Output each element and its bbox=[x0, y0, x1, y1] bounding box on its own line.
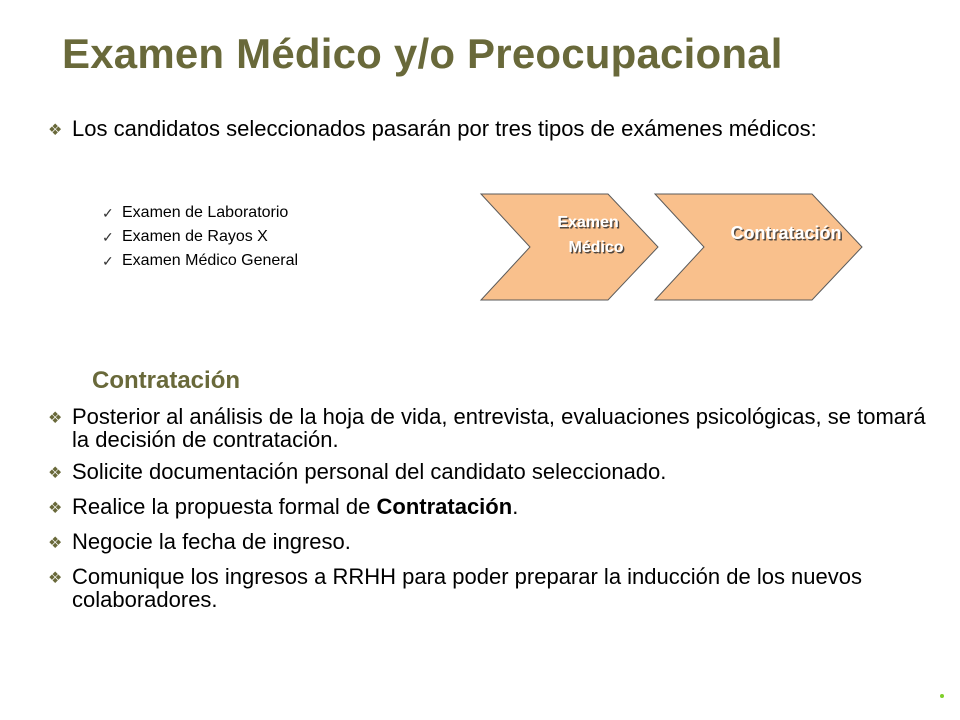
exam-label: Examen Médico General bbox=[122, 252, 299, 269]
checkmark-icon: ✓ bbox=[102, 228, 114, 245]
diamond-bullet-icon: ❖ bbox=[48, 122, 63, 139]
exam-label: Examen de Rayos X bbox=[122, 228, 268, 245]
list-item bbox=[102, 249, 298, 273]
checkmark-icon: ✓ bbox=[102, 204, 114, 221]
step-text: Negocie la fecha de ingreso. bbox=[72, 529, 351, 554]
exam-label: Examen de Laboratorio bbox=[122, 204, 289, 221]
hiring-steps-list bbox=[48, 405, 928, 620]
diamond-bullet-icon: ❖ bbox=[48, 465, 63, 482]
section-heading: Contratación bbox=[92, 367, 241, 394]
diamond-bullet-icon: ❖ bbox=[48, 570, 63, 587]
intro-text: Los candidatos seleccionados pasarán por tres tipos de exámenes médicos: bbox=[72, 116, 817, 141]
diamond-bullet-icon: ❖ bbox=[48, 410, 63, 427]
step-text: Comunique los ingresos a RRHH para poder preparar la inducción de los nuevos colaboradores. bbox=[72, 564, 862, 612]
step-text: Posterior al análisis de la hoja de vida, entrevista, evaluaciones psicológicas, se tomará la decisión de contratación. bbox=[72, 404, 926, 452]
step-label: Examen bbox=[557, 214, 619, 231]
list-item bbox=[48, 460, 928, 486]
step-text-part: . bbox=[512, 494, 519, 519]
list-item bbox=[48, 405, 928, 451]
step-label: Contratación bbox=[730, 223, 842, 243]
diamond-bullet-icon: ❖ bbox=[48, 535, 63, 552]
diamond-bullet-icon: ❖ bbox=[48, 500, 63, 517]
list-item bbox=[48, 530, 928, 556]
page-title: Examen Médico y/o Preocupacional bbox=[62, 30, 783, 77]
step-text: Solicite documentación personal del candidato seleccionado. bbox=[72, 459, 667, 484]
list-item bbox=[48, 565, 928, 611]
process-flow-diagram bbox=[478, 192, 868, 304]
step-text bbox=[72, 495, 518, 518]
checkmark-icon: ✓ bbox=[102, 252, 114, 269]
step-text-bold: Contratación bbox=[376, 494, 513, 519]
list-item bbox=[102, 201, 298, 225]
list-item bbox=[102, 225, 298, 249]
decorative-dot bbox=[940, 694, 944, 698]
step-label: Médico bbox=[568, 239, 624, 256]
exam-checklist bbox=[102, 201, 298, 273]
list-item bbox=[48, 495, 928, 521]
chevron-contratacion bbox=[655, 194, 862, 300]
intro-bullet bbox=[48, 117, 828, 143]
step-text-part: Realice la propuesta formal de bbox=[72, 494, 377, 519]
